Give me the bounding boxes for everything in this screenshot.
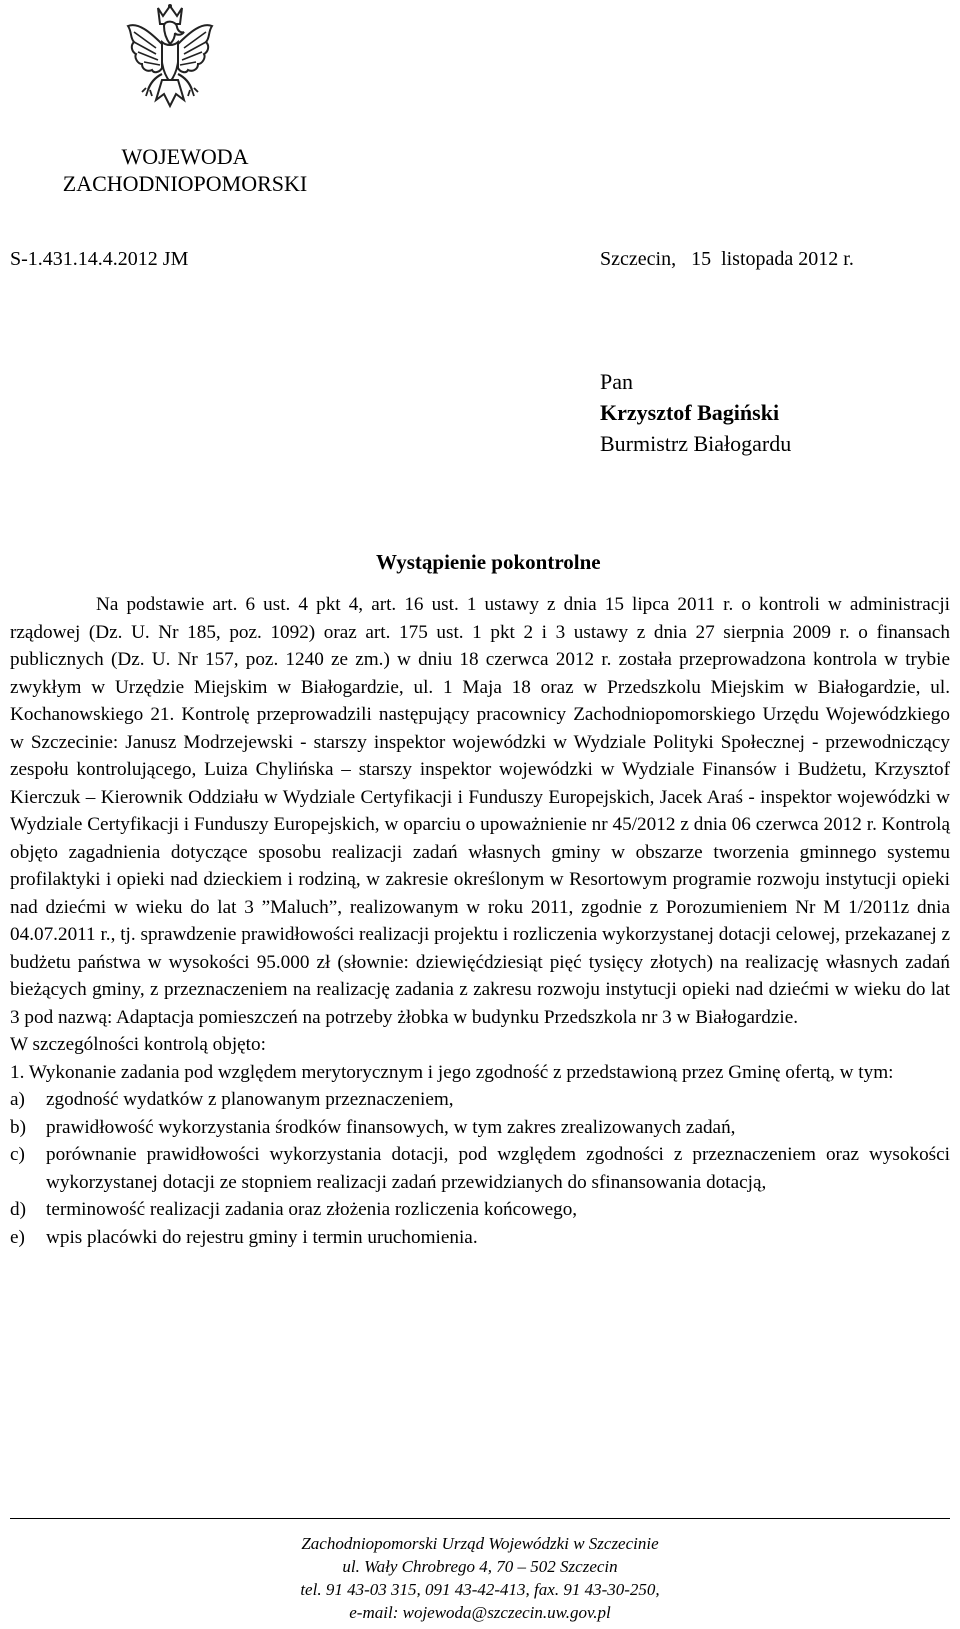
footer-address: ul. Wały Chrobrego 4, 70 – 502 Szczecin [342,1557,618,1576]
polish-eagle-emblem-icon [120,2,220,110]
list-item-marker: b) [10,1116,26,1138]
list-item-text: porównanie prawidłowości wykorzystania dotacji, pod względem zgodności z przeznaczeniem oraz wysokości wykorzystanej dotacji ze stopniem realizacji zadań przewidzianych do sfinansowania dotacją, [46,1144,950,1193]
list-item-marker: e) [10,1226,25,1248]
list-item [10,1196,950,1224]
list-item-text: zgodność wydatków z planowanym przeznaczeniem, [46,1089,454,1110]
scope-intro: W szczególności kontrolą objęto: [10,1034,266,1055]
addressee-name: Krzysztof Bagiński [600,400,780,425]
place-and-date: Szczecin, 15 listopada 2012 r. [600,248,854,270]
footer-contact [0,1532,960,1624]
list-item-marker: a) [10,1089,25,1110]
scope-list [10,1086,950,1251]
footer-office-name: Zachodniopomorski Urząd Wojewódzki w Szczecinie [301,1534,659,1553]
body-paragraph: Na podstawie art. 6 ust. 4 pkt 4, art. 16 ust. 1 ustawy z dnia 15 lipca 2011 r. o kontroli w administracji rządowej (Dz. U. Nr 185, poz. 1092) oraz art. 175 ust. 1 pkt 2 i 3 ustawy z dnia 27 sierpnia 2009 r. o finansach publicznych (Dz. U. Nr 157, poz. 1240 ze zm.) w dniu 18 czerwca 2012 r. została przeprowadzona kontrola w trybie zwykłym w Urzędzie Miejskim w Białogardzie, ul. 1 Maja 18 oraz w Przedszkolu Miejskim w Białogardzie, ul. Kochanowskiego 21. Kontrolę przeprowadzili następujący pracownicy Zachodniopomorskiego Urzędu Wojewódzkiego w Szczecinie: Janusz Modrzejewski - starszy inspektor wojewódzki w Wydziale Polityki Społecznej - przewodniczący zespołu kontrolującego, Luiza Chylińska – starszy inspektor wojewódzki w Wydziale Finansów i Budżetu, Krzysztof Kierczuk – Kierownik Oddziału w Wydziale Certyfikacji i Funduszy Europejskich, Jacek Araś - inspektor wojewódzki w Wydziale Certyfikacji i Funduszy Europejskich, w oparciu o upoważnienie nr 45/2012 z dnia 06 czerwca 2012 r. Kontrolą objęto zagadnienia dotyczące sposobu realizacji zadań własnych gminy w obszarze tworzenia gminnego systemu profilaktyki i opieki nad dzieckiem i rodziną, w zakresie określonym w Resortowym programie rozwoju instytucji opieki nad dziećmi w wieku do lat 3 ”Maluch”, realizowanym w roku 2011, zgodnie z Porozumieniem Nr M 1/2011z dnia 04.07.2011 r., tj. sprawdzenie prawidłowości realizacji projektu i rozliczenia wykorzystanej dotacji celowej, przekazanej z budżetu państwa w wysokości 95.000 zł (słownie: dziewięćdziesiąt pięć tysięcy złotych) na realizację własnych zadań bieżących gminy, z przeznaczeniem na realizację zadania z zakresu rozwoju instytucji opieki nad dziećmi w wieku do lat 3 pod nazwą: Adaptacja pomieszczeń na potrzeby żłobka w budynku Przedszkola nr 3 w Białogardzie. [10,594,950,1028]
footer-email: e-mail: wojewoda@szczecin.uw.gov.pl [349,1603,611,1622]
list-item-text: wpis placówki do rejestru gminy i termin uruchomienia. [46,1226,478,1248]
reference-number: S-1.431.14.4.2012 JM [10,248,189,270]
list-item [10,1141,950,1196]
list-item [10,1086,950,1114]
letter-body [10,591,950,1251]
issuing-office [33,143,337,197]
list-item-text: terminowość realizacji zadania oraz złożenia rozliczenia końcowego, [46,1199,578,1220]
list-item-marker: d) [10,1199,26,1220]
office-title-line1: WOJEWODA [121,144,249,169]
list-item [10,1114,950,1142]
addressee-salutation: Pan [600,369,633,394]
footer-phone-fax: tel. 91 43-03 315, 091 43-42-413, fax. 91 43-30-250, [300,1580,660,1599]
addressee-block [600,366,791,459]
document-title: Wystąpienie pokontrolne [376,550,601,574]
footer-divider [10,1518,950,1519]
addressee-position: Burmistrz Białogardu [600,431,792,456]
list-item [10,1224,950,1252]
list-item-marker: c) [10,1144,25,1165]
scope-point-1: 1. Wykonanie zadania pod względem merytorycznym i jego zgodność z przedstawioną przez Gminę ofertą, w tym: [10,1061,894,1083]
office-title-line2: ZACHODNIOPOMORSKI [62,171,308,196]
list-item-text: prawidłowość wykorzystania środków finansowych, w tym zakres zrealizowanych zadań, [46,1116,736,1138]
